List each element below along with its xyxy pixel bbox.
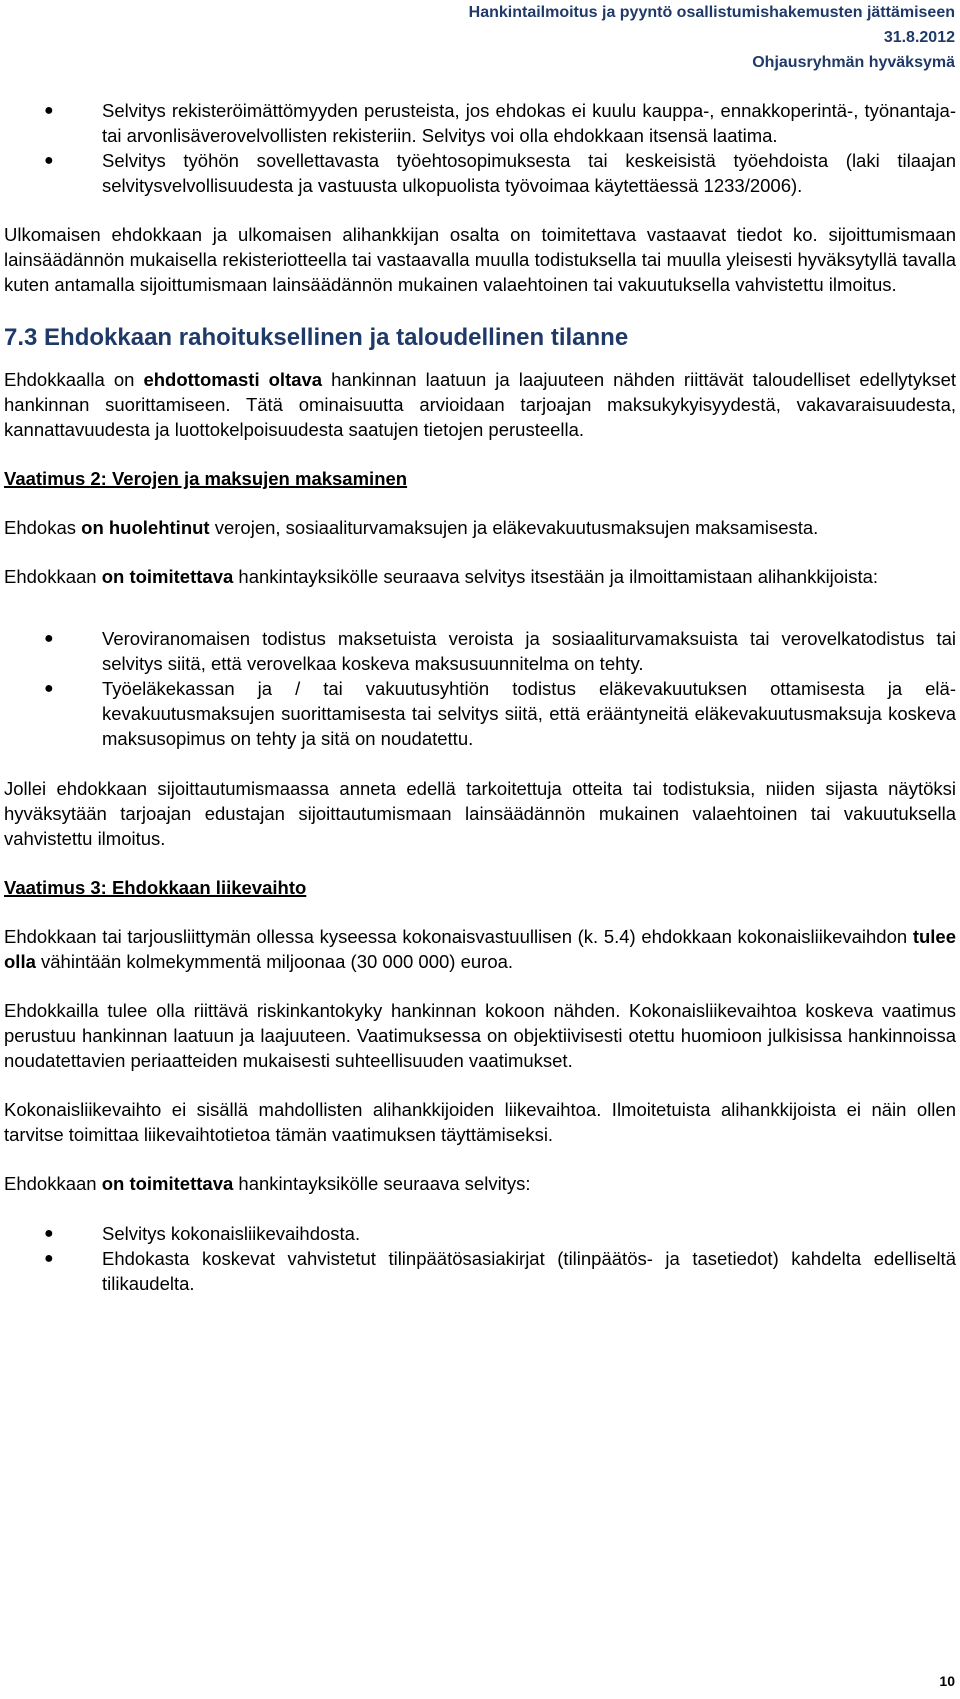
page-header (469, 0, 955, 75)
bullet-list-turnover-documents (4, 1221, 956, 1296)
header-document-title: Hankintailmoitus ja pyyntö osallistumishakemusten jättämiseen (468, 4, 955, 21)
bullet-icon: ● (44, 1250, 54, 1267)
page-number: 10 (939, 1673, 955, 1689)
bullet-icon: ● (44, 152, 54, 169)
requirement-2-heading: Vaatimus 2: Verojen ja maksujen maksaminen (4, 468, 408, 489)
list-item: ● Työeläkekassan ja / tai vakuutusyhtiön todistus eläkevakuutuksen ottamisesta ja eläkevakuutusmaksujen suorittamisesta tai selvitys siitä, että erääntyneitä eläkevakuutusmaksuja koskeva maksusopimus on tehty ja sitä on noudatettu. (44, 678, 956, 749)
list-item: ● Selvitys työhön sovellettavasta työehtosopimuksesta tai keskeisistä työehdoista (laki tilaajan selvitysvelvollisuudesta ja vastuusta ulkopuolista työvoimaa käytettäessä 1233/2006). (44, 150, 956, 196)
bullet-icon: ● (44, 102, 54, 119)
header-approval: Ohjausryhmän hyväksymä (752, 54, 955, 71)
bullet-icon: ● (44, 680, 54, 697)
requirement-3-heading: Vaatimus 3: Ehdokkaan liikevaihto (4, 877, 307, 898)
paragraph-turnover-requirement: Ehdokkaan tai tarjousliittymän ollessa kyseessa kokonaisvastuullisen (k. 5.4) ehdokkaan kokonaisliikevaihdon tulee olla vähintään kolmekymmentä miljoonaa (30 000 000) euroa. (4, 926, 956, 972)
section-number: 7.3 (4, 324, 38, 351)
paragraph-risk-capacity: Ehdokkailla tulee olla riittävä riskinkantokyky hankinnan kokoon nähden. Kokonaisliikevaihtoa koskeva vaatimus perustuu hankinnan laatuun ja laajuuteen. Vaatimuksessa on objektiivisesti otettu huomioon julkisissa hankinnoissa noudatettavien periaatteiden mukaisesti suhteellisuuden vaatimukset. (4, 1000, 956, 1071)
paragraph-taxes-paid: Ehdokas on huolehtinut verojen, sosiaaliturvamaksujen ja eläkevakuutusmaksujen maksamisesta. (4, 517, 819, 538)
bullet-icon: ● (44, 630, 54, 647)
section-title: Ehdokkaan rahoituksellinen ja taloudellinen tilanne (44, 324, 629, 351)
header-date: 31.8.2012 (883, 29, 955, 46)
list-item: ● Veroviranomaisen todistus maksetuista veroista ja sosiaaliturvamaksuista tai verovelkatodistus tai selvitys siitä, että verovelkaa koskeva maksusuunnitelma on tehty. (44, 628, 956, 674)
document-body (4, 98, 956, 1296)
paragraph-foreign-equivalent: Jollei ehdokkaan sijoittautumismaassa anneta edellä tarkoitettuja otteita tai todistuksia, niiden sijasta näytöksi hyväksytään tarjoajan edustajan sijoittautumismaan lainsäädännön mukainen valaehtoinen tai vakuutuksella vahvistettu ilmoitus. (4, 778, 956, 849)
list-item: ● Selvitys rekisteröimättömyyden perusteista, jos ehdokas ei kuulu kauppa-, ennakkoperintä-, työnantaja- tai arvonlisäverovelvollisten rekisteriin. Selvitys voi olla ehdokkaan itsensä laatima. (44, 100, 956, 146)
section-heading (4, 323, 956, 353)
paragraph-must-submit-turnover: Ehdokkaan on toimitettava hankintayksikölle seuraava selvitys: (4, 1173, 531, 1194)
bullet-list-registration (4, 98, 956, 198)
paragraph-financial-intro: Ehdokkaalla on ehdottomasti oltava hankinnan laatuun ja laajuuteen nähden riittävät taloudelliset edellytykset hankinnan suorittamiseen. Tätä ominaisuutta arvioidaan tarjoajan maksukykyisyydestä, vakavaraisuudesta, kannattavuudesta ja luottokelpoisuudesta saatujen tietojen perusteella. (4, 369, 956, 440)
bullet-icon: ● (44, 1225, 54, 1242)
bullet-list-tax-certificates (4, 626, 956, 751)
paragraph-subcontractor-turnover: Kokonaisliikevaihto ei sisällä mahdollisten alihankkijoiden liikevaihtoa. Ilmoitetuista alihankkijoista ei näin ollen tarvitse toimittaa liikevaihtotietoa tämän vaatimuksen täyttämiseksi. (4, 1099, 956, 1145)
paragraph-must-submit: Ehdokkaan on toimitettava hankintayksikölle seuraava selvitys itsestään ja ilmoittamistaan alihankkijoista: (4, 566, 879, 587)
paragraph-foreign-candidate: Ulkomaisen ehdokkaan ja ulkomaisen alihankkijan osalta on toimitettava vastaavat tiedot ko. sijoittumismaan lainsäädännön mukaisella rekisteriotteella tai vastaavalla muulla todistuksella tai muulla yleisesti hyväksytyllä tavalla kuten antamalla sijoittumismaan lainsäädännön mukainen valaehtoinen tai vakuutuksella vahvistettu ilmoitus. (4, 224, 956, 295)
list-item: ● Selvitys kokonaisliikevaihdosta. (44, 1223, 361, 1244)
list-item: ● Ehdokasta koskevat vahvistetut tilinpäätösasiakirjat (tilinpäätös- ja tasetiedot) kahdelta edelliseltä tilikaudelta. (44, 1248, 956, 1294)
